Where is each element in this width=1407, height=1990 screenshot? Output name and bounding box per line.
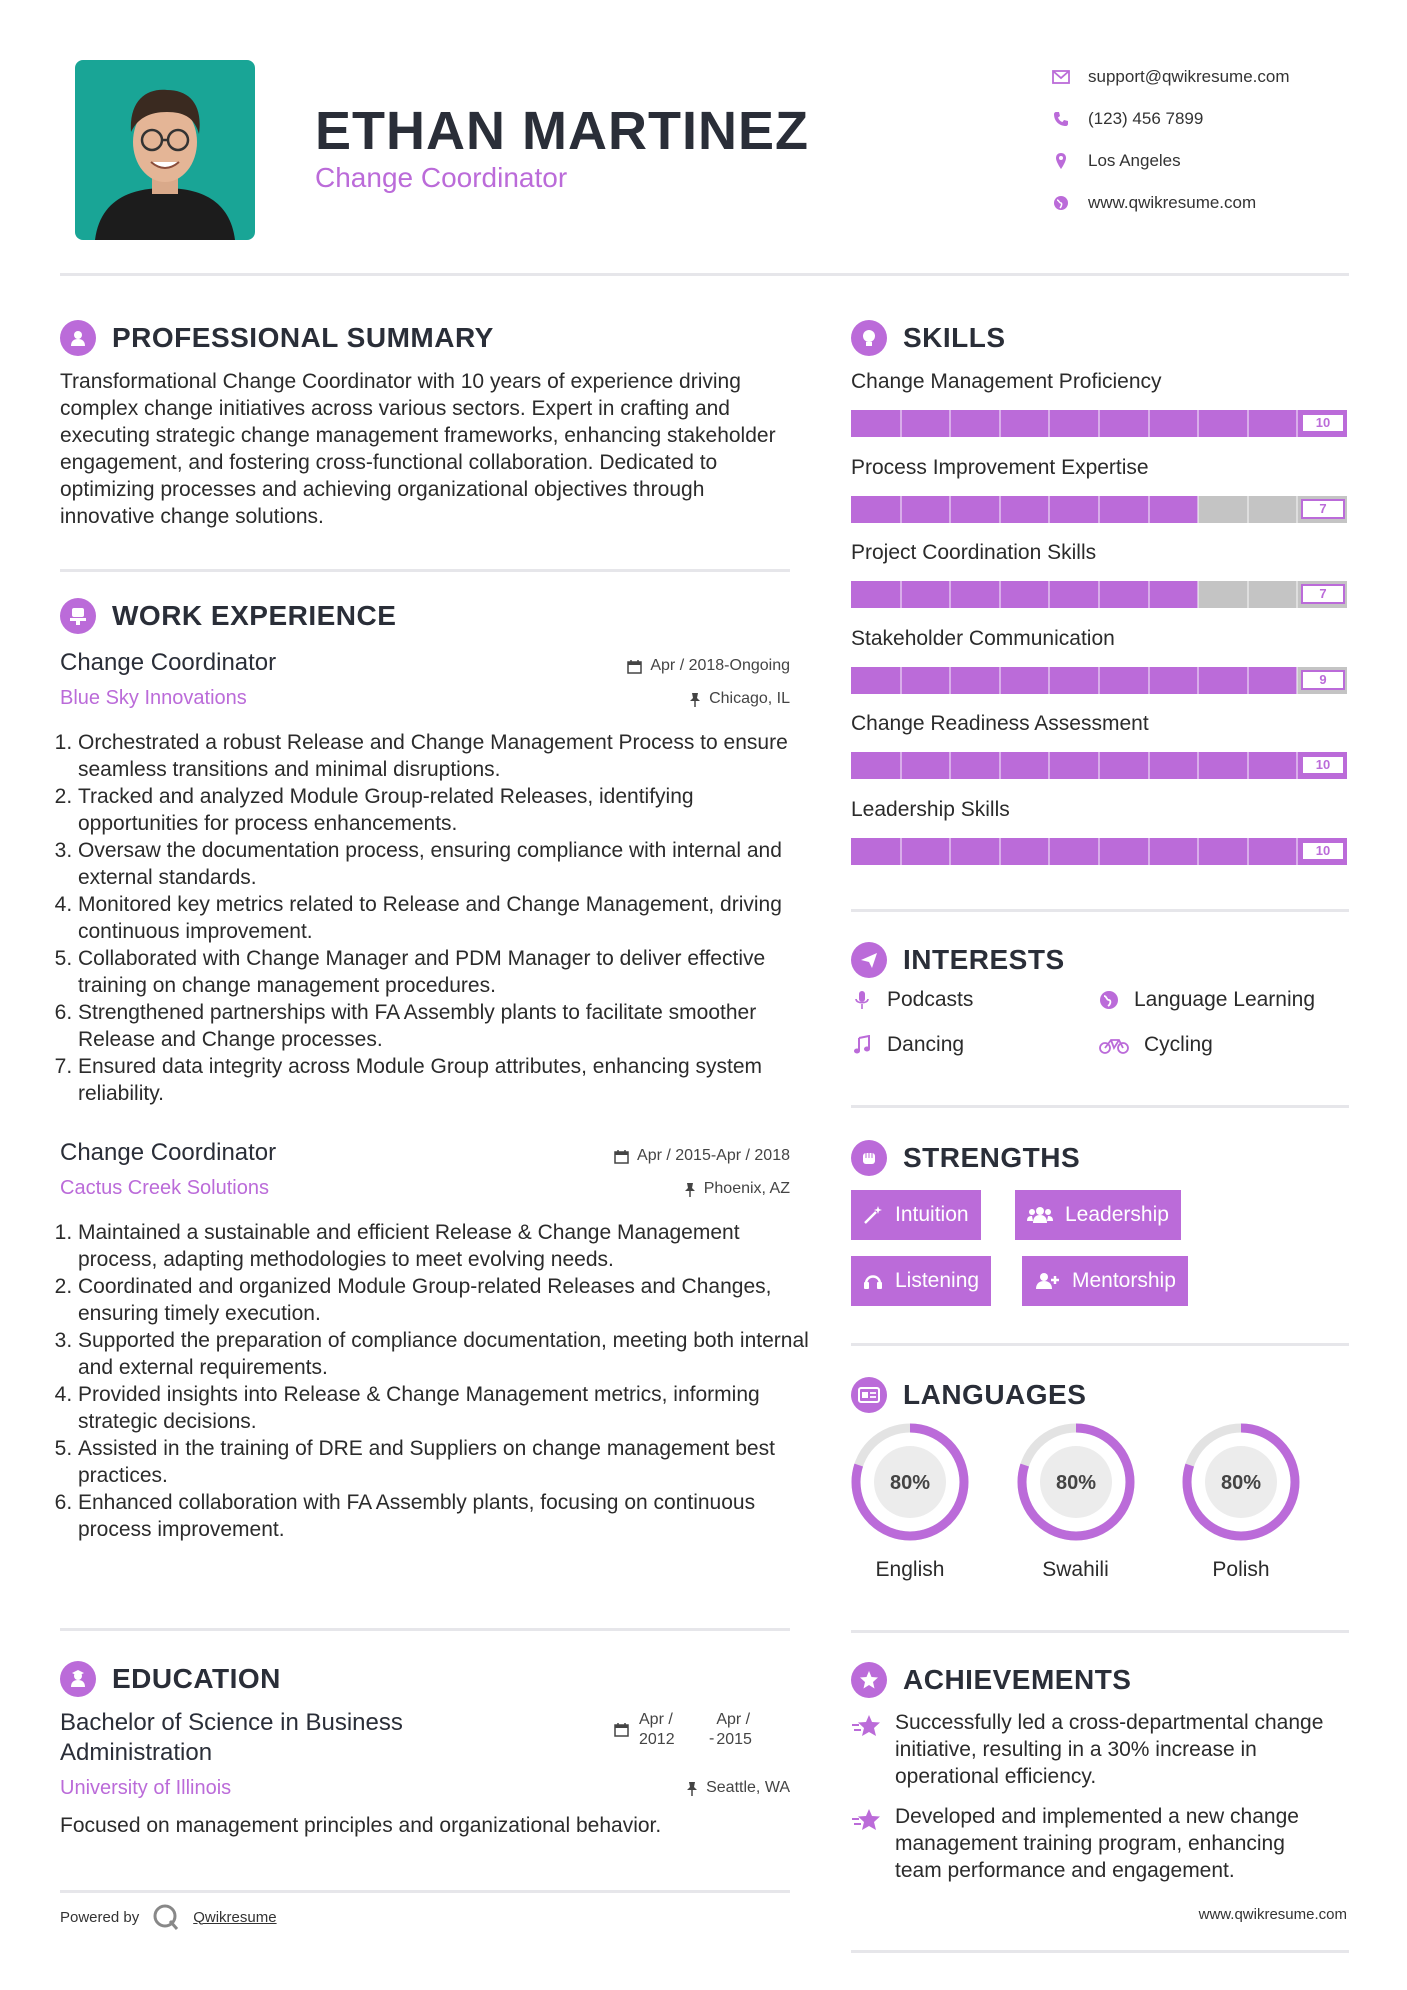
interest-dancing [851, 1033, 964, 1057]
skill-bar-segment [1197, 838, 1199, 865]
trophy-icon [851, 1662, 887, 1698]
headphones-icon [863, 1271, 883, 1291]
candidate-name: ETHAN MARTINEZ [315, 101, 809, 161]
work-title: WORK EXPERIENCE [112, 600, 397, 631]
interest-label: Cycling [1144, 1033, 1213, 1056]
profile-photo [75, 60, 255, 240]
fist-icon [851, 1140, 887, 1176]
interest-cycling [1098, 1033, 1213, 1057]
work-heading [60, 598, 396, 634]
skill-bar-segment [1197, 667, 1199, 694]
skill-row [851, 712, 1349, 779]
contact-website[interactable] [1050, 182, 1390, 224]
skill-bar [851, 581, 1347, 608]
education-end: Apr / 2015 [716, 1711, 752, 1748]
bicycle-icon [1098, 1034, 1130, 1056]
education-description: Focused on management principles and organizational behavior. [60, 1814, 662, 1837]
strength-label: Listening [895, 1269, 980, 1292]
skill-bar-segment [1098, 838, 1100, 865]
skill-bar-segment [999, 410, 1001, 437]
skill-level: 9 [1301, 670, 1345, 690]
skill-bar-segment [1048, 752, 1050, 779]
skill-bar-segment [1148, 752, 1150, 779]
skill-bar-segment [1148, 581, 1150, 608]
calendar-icon [627, 659, 642, 674]
job-2-title: Change Coordinator [60, 1139, 277, 1166]
list-item: 1. Maintained a sustainable and efficient Release & Change Management process, adapting methodologies to meet evolving needs. [78, 1219, 813, 1273]
skill-bar-segment [900, 581, 902, 608]
skill-bar-segment [900, 752, 902, 779]
strengths-heading [851, 1140, 1080, 1176]
job-2-company: Cactus Creek Solutions [60, 1177, 269, 1199]
degree-title [60, 1708, 403, 1768]
shooting-star-icon [851, 1803, 883, 1884]
skill-row [851, 798, 1349, 865]
skill-bar-segment [900, 410, 902, 437]
job-1-dates [530, 657, 790, 675]
skill-bar-segment [1247, 752, 1249, 779]
strengths-title: STRENGTHS [903, 1142, 1081, 1173]
skill-bar-segment [1098, 752, 1100, 779]
skill-bar-segment [949, 667, 951, 694]
education-title: EDUCATION [112, 1663, 281, 1694]
skill-bar-segment [1247, 838, 1249, 865]
calendar-icon [614, 1722, 629, 1737]
skill-bar [851, 496, 1347, 523]
list-item: 6. Enhanced collaboration with FA Assembly plants, focusing on continuous process improvement. [78, 1489, 813, 1543]
job-1-dates-text: Apr / 2018-Ongoing [650, 657, 790, 674]
summary-divider [60, 569, 790, 572]
skill-bar-segment [1048, 581, 1050, 608]
graduation-icon [60, 1661, 96, 1697]
skill-bar-segment [900, 838, 902, 865]
job-2-duties [60, 1219, 813, 1543]
brand-link[interactable]: Qwikresume [193, 1908, 277, 1926]
envelope-icon [1050, 66, 1072, 88]
skill-label: Change Management Proficiency [851, 370, 1162, 393]
skill-row [851, 541, 1349, 608]
language-item [848, 1420, 972, 1582]
job-2-dates [530, 1147, 790, 1165]
interest-label: Language Learning [1134, 988, 1316, 1011]
phone-icon [1050, 108, 1072, 130]
summary-text: Transformational Change Coordinator with 10 years of experience driving complex change initiatives across various sectors. Expert in crafting and executing strategic change management frameworks, enhancing stakeholder engagement, and fostering cross-functional collaboration. Dedicated to optimizing processes and achieving organizational objectives through innovative change solutions. [60, 370, 776, 528]
skill-bar-segment [900, 667, 902, 694]
skill-row [851, 370, 1349, 437]
pushpin-icon [689, 692, 701, 707]
skills-heading [851, 320, 1006, 356]
strength-chip-intuition [851, 1190, 981, 1240]
header-divider [60, 273, 1349, 276]
summary-title: PROFESSIONAL SUMMARY [112, 322, 494, 353]
language-item [1179, 1420, 1303, 1582]
skill-bar-segment [1197, 496, 1199, 523]
job-1-location [530, 690, 790, 708]
contact-website-text: www.qwikresume.com [1088, 193, 1257, 212]
skill-bar-segment [949, 496, 951, 523]
strength-chip-leadership [1015, 1190, 1181, 1240]
job-1-location-text: Chicago, IL [709, 690, 790, 707]
language-card-icon [851, 1377, 887, 1413]
job-2-location-text: Phoenix, AZ [703, 1180, 790, 1197]
contact-location-text: Los Angeles [1088, 151, 1181, 170]
skill-label: Leadership Skills [851, 797, 1010, 821]
skill-bar-fill [851, 496, 1198, 523]
shooting-star-icon [851, 1709, 883, 1790]
footer-divider [851, 1950, 1349, 1953]
skill-bar-segment [1197, 581, 1199, 608]
job-1-duties [60, 729, 813, 1107]
skill-bar-segment [999, 581, 1001, 608]
skill-bar [851, 667, 1347, 694]
skill-bar-segment [1247, 667, 1249, 694]
skill-bar-segment [949, 410, 951, 437]
language-name: Swahili [1042, 1558, 1109, 1581]
language-name: Polish [1212, 1558, 1270, 1581]
skill-bar-segment [1296, 496, 1298, 523]
languages-heading [851, 1377, 1086, 1413]
skill-row [851, 456, 1349, 523]
interest-language-learning [1098, 988, 1315, 1012]
skill-bar-segment [999, 496, 1001, 523]
education-start: Apr / 2012 [639, 1711, 675, 1748]
powered-by [60, 1902, 277, 1932]
skill-bar-segment [1247, 410, 1249, 437]
lightbulb-icon [851, 320, 887, 356]
language-percent: 80% [1055, 1472, 1096, 1494]
microphone-icon [851, 989, 873, 1011]
contact-phone[interactable] [1050, 98, 1390, 140]
users-icon [1027, 1205, 1053, 1225]
skill-bar-segment [1048, 496, 1050, 523]
skill-label: Process Improvement Expertise [851, 455, 1149, 479]
globe-icon [1098, 989, 1120, 1011]
language-ring [1179, 1420, 1303, 1544]
skill-bar [851, 752, 1347, 779]
language-name: English [875, 1558, 945, 1581]
education-heading [60, 1661, 281, 1697]
interests-heading [851, 942, 1065, 978]
interests-title: INTERESTS [903, 944, 1065, 975]
skill-level: 10 [1301, 413, 1345, 433]
strength-label: Intuition [895, 1203, 969, 1226]
achievements-title: ACHIEVEMENTS [903, 1664, 1132, 1695]
powered-by-text: Powered by [60, 1908, 140, 1926]
skill-bar-segment [949, 581, 951, 608]
skill-bar-segment [1148, 667, 1150, 694]
language-percent: 80% [889, 1472, 931, 1494]
strength-label: Mentorship [1072, 1269, 1176, 1292]
location-pin-icon [1050, 150, 1072, 172]
skill-bar-segment [1197, 752, 1199, 779]
music-note-icon [851, 1034, 873, 1056]
contact-phone-text: (123) 456 7899 [1088, 109, 1204, 128]
list-item: 1. Orchestrated a robust Release and Change Management Process to ensure seamless transitions and minimal disruptions. [78, 729, 813, 783]
skill-bar-segment [1296, 410, 1298, 437]
degree-line-2: Administration [60, 1739, 213, 1766]
strength-label: Leadership [1065, 1203, 1169, 1226]
languages-title: LANGUAGES [903, 1379, 1087, 1410]
languages-divider [851, 1630, 1349, 1633]
paper-plane-icon [851, 942, 887, 978]
skill-bar-segment [1048, 667, 1050, 694]
contact-list [1050, 56, 1390, 224]
skill-bar-fill [851, 581, 1198, 608]
skill-bar [851, 838, 1347, 865]
skill-bar-segment [1098, 667, 1100, 694]
skill-label: Change Readiness Assessment [851, 712, 1149, 735]
skill-bar-segment [1048, 410, 1050, 437]
list-item: 3. Supported the preparation of compliance documentation, meeting both internal and external requirements. [78, 1327, 813, 1381]
user-plus-icon [1034, 1271, 1060, 1291]
skill-bar-segment [1148, 496, 1150, 523]
list-item: 2. Coordinated and organized Module Group-related Releases and Changes, ensuring timely execution. [78, 1273, 813, 1327]
strengths-divider [851, 1343, 1349, 1346]
list-item: 3. Oversaw the documentation process, ensuring compliance with internal and external standards. [78, 837, 813, 891]
skill-bar-segment [999, 838, 1001, 865]
skill-bar-segment [949, 752, 951, 779]
achievement-item [851, 1803, 1319, 1884]
interest-podcasts [851, 988, 973, 1012]
job-1-company: Blue Sky Innovations [60, 687, 247, 709]
skill-bar-fill [851, 667, 1297, 694]
education-dash: - [709, 1730, 715, 1747]
interest-label: Dancing [887, 1033, 965, 1056]
list-item: 2. Tracked and analyzed Module Group-related Releases, identifying opportunities for process enhancements. [78, 783, 813, 837]
skill-bar-segment [1247, 581, 1249, 608]
list-item: 5. Assisted in the training of DRE and Suppliers on change management best practices. [78, 1435, 813, 1489]
language-ring [1014, 1420, 1138, 1544]
skill-bar-segment [1296, 667, 1298, 694]
user-icon [60, 320, 96, 356]
language-percent: 80% [1220, 1472, 1262, 1494]
job-1-title: Change Coordinator [60, 649, 277, 676]
pushpin-icon [684, 1182, 696, 1197]
list-item: 4. Monitored key metrics related to Release and Change Management, driving continuous improvement. [78, 891, 813, 945]
magic-wand-icon [863, 1205, 883, 1225]
skill-bar-segment [1296, 752, 1298, 779]
language-item [1014, 1420, 1138, 1582]
job-2-location [530, 1180, 790, 1198]
summary-heading [60, 320, 494, 356]
skill-label: Project Coordination Skills [851, 541, 1097, 564]
skill-label: Stakeholder Communication [851, 626, 1115, 650]
skill-row [851, 627, 1349, 694]
skill-bar-segment [1098, 410, 1100, 437]
skill-bar [851, 410, 1347, 437]
skill-bar-segment [1247, 496, 1249, 523]
contact-email[interactable] [1050, 56, 1390, 98]
skill-level: 10 [1301, 841, 1345, 861]
calendar-icon [614, 1149, 629, 1164]
skill-level: 7 [1301, 499, 1345, 519]
skill-bar-segment [900, 496, 902, 523]
achievement-item [851, 1709, 1351, 1790]
achievements-heading [851, 1662, 1131, 1698]
skill-level: 7 [1301, 584, 1345, 604]
work-divider [60, 1628, 790, 1631]
school-name: University of Illinois [60, 1777, 232, 1799]
job-2-dates-text: Apr / 2015-Apr / 2018 [637, 1147, 790, 1164]
skill-bar-segment [1296, 838, 1298, 865]
list-item: 6. Strengthened partnerships with FA Assembly plants to facilitate smoother Release and Change processes. [78, 999, 813, 1053]
interests-divider [851, 1105, 1349, 1108]
education-dates [614, 1710, 764, 1750]
avatar [75, 60, 255, 240]
skill-level: 10 [1301, 755, 1345, 775]
skill-bar-segment [1148, 410, 1150, 437]
strength-chip-mentorship [1022, 1256, 1188, 1306]
strength-chip-listening [851, 1256, 991, 1306]
list-item: 4. Provided insights into Release & Change Management metrics, informing strategic decisions. [78, 1381, 813, 1435]
degree-line-1: Bachelor of Science in Business [60, 1709, 403, 1736]
education-location [530, 1779, 790, 1797]
skill-bar-segment [1048, 838, 1050, 865]
briefcase-icon [60, 598, 96, 634]
skill-bar-segment [1098, 581, 1100, 608]
achievement-text: Developed and implemented a new change management training program, enhancing team performance and engagement. [895, 1805, 1299, 1882]
list-item: 7. Ensured data integrity across Module Group attributes, enhancing system reliability. [78, 1053, 813, 1107]
skill-bar-segment [1148, 838, 1150, 865]
education-location-text: Seattle, WA [706, 1779, 790, 1796]
globe-icon [1050, 192, 1072, 214]
skill-bar-segment [1098, 496, 1100, 523]
qwikresume-logo-icon [151, 1902, 181, 1932]
contact-email-text: support@qwikresume.com [1088, 67, 1290, 86]
contact-location [1050, 140, 1390, 182]
skill-bar-segment [949, 838, 951, 865]
footer-website[interactable]: www.qwikresume.com [1198, 1906, 1347, 1923]
skill-bar-segment [1296, 581, 1298, 608]
interest-label: Podcasts [887, 988, 974, 1011]
skills-divider [851, 909, 1349, 912]
skill-bar-segment [999, 752, 1001, 779]
pushpin-icon [686, 1781, 698, 1796]
education-divider [60, 1890, 790, 1893]
language-ring [848, 1420, 972, 1544]
skills-title: SKILLS [903, 322, 1006, 353]
candidate-title: Change Coordinator [315, 162, 568, 193]
skill-bar-segment [1197, 410, 1199, 437]
list-item: 5. Collaborated with Change Manager and PDM Manager to deliver effective training on change management procedures. [78, 945, 813, 999]
achievement-text: Successfully led a cross-departmental change initiative, resulting in a 30% increase in operational efficiency. [895, 1711, 1324, 1788]
skill-bar-segment [999, 667, 1001, 694]
